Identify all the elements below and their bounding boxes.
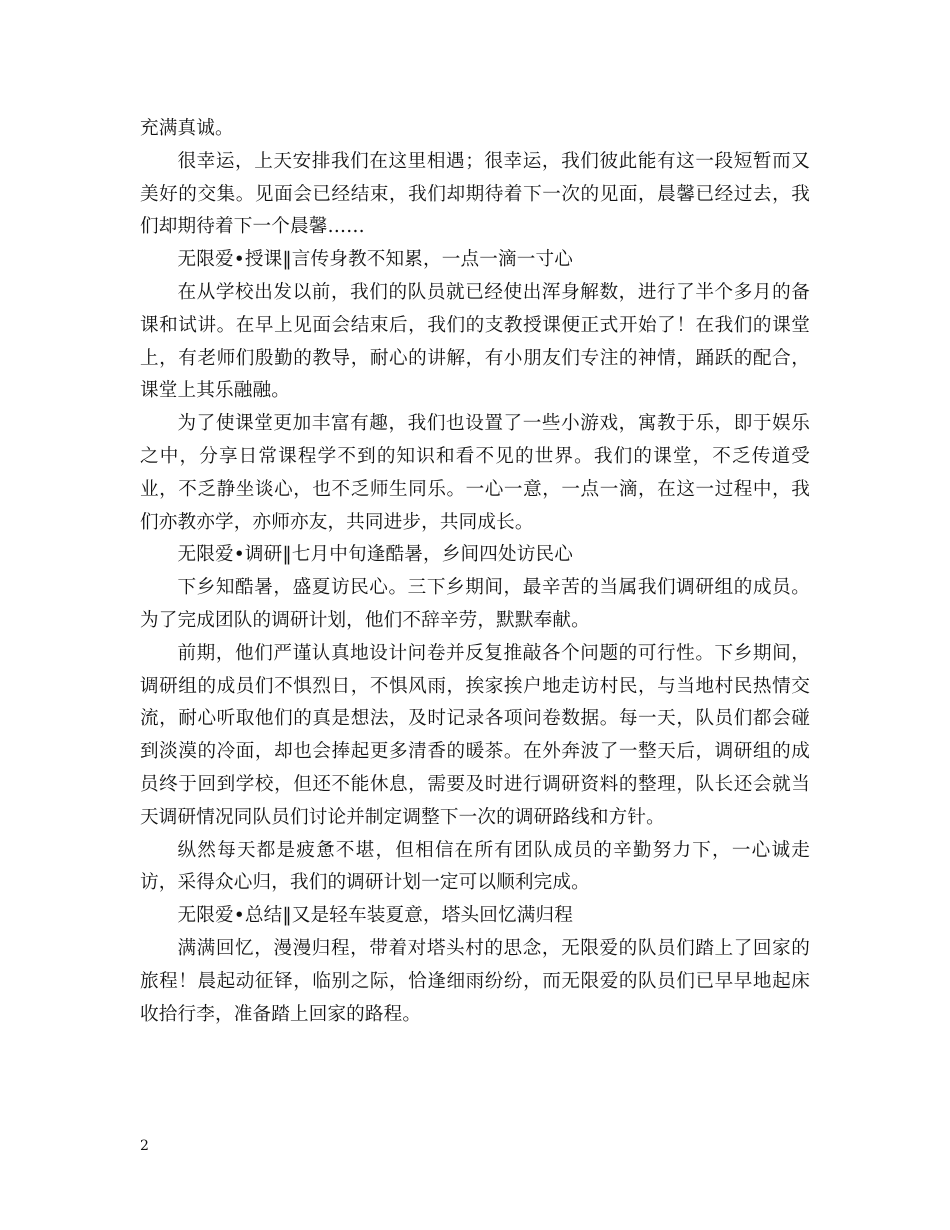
page-number: 2 [140, 1138, 149, 1154]
paragraph-fortunate-meeting: 很幸运，上天安排我们在这里相遇；很幸运，我们彼此能有这一段短暂而又美好的交集。见面会已经结束，我们却期待着下一次的见面，晨馨已经过去，我们却期待着下一个晨馨…… [140, 150, 810, 238]
paragraph-research-team: 下乡知酷暑，盛夏访民心。三下乡期间，最辛苦的当属我们调研组的成员。为了完成团队的调研计划，他们不辞辛劳，默默奉献。 [140, 577, 810, 631]
paragraph-lesson-preparation: 在从学校出发以前，我们的队员就已经使出浑身解数，进行了半个多月的备课和试讲。在早上见面会结束后，我们的支教授课便正式开始了！在我们的课堂上，有老师们殷勤的教导，耐心的讲解，有小朋友们专注的神情，踊跃的配合，课堂上其乐融融。 [140, 281, 810, 402]
section-heading-research: 无限爱•调研‖七月中旬逢酷暑，乡间四处访民心 [177, 544, 573, 566]
paragraph-classroom-games: 为了使课堂更加丰富有趣，我们也设置了一些小游戏，寓教于乐，即于娱乐之中，分享日常课程学不到的知识和看不见的世界。我们的课堂，不乏传道受业，不乏静坐谈心，也不乏师生同乐。一心一意，一点一滴，在这一过程中，我们亦教亦学，亦师亦友，共同进步，共同成长。 [140, 413, 810, 533]
paragraph-journey-home: 满满回忆，漫漫归程，带着对塔头村的思念，无限爱的队员们踏上了回家的旅程！晨起动征铎，临别之际，恰逢细雨纷纷，而无限爱的队员们已早早地起床收拾行李，准备踏上回家的路程。 [140, 937, 810, 1025]
paragraph-continuation: 充满真诚。 [140, 118, 234, 139]
paragraph-research-process: 前期，他们严谨认真地设计问卷并反复推敲各个问题的可行性。下乡期间，调研组的成员们不惧烈日，不惧风雨，挨家挨户地走访村民，与当地村民热情交流，耐心听取他们的真是想法，及时记录各项问卷数据。每一天，队员们都会碰到淡漠的冷面，却也会捧起更多清香的暖茶。在外奔波了一整天后，调研组的成员终于回到学校，但还不能休息，需要及时进行调研资料的整理，队长还会就当天调研情况同队员们讨论并制定调整下一次的调研路线和方针。 [140, 642, 810, 828]
paragraph-research-outlook: 纵然每天都是疲惫不堪，但相信在所有团队成员的辛勤努力下，一心诚走访，采得众心归，我们的调研计划一定可以顺利完成。 [140, 839, 810, 894]
document-body [140, 113, 810, 1031]
section-heading-summary: 无限爱•总结‖又是轻车装夏意，塔头回忆满归程 [177, 905, 573, 927]
section-heading-teaching: 无限爱•授课‖言传身教不知累，一点一滴一寸心 [177, 249, 573, 271]
